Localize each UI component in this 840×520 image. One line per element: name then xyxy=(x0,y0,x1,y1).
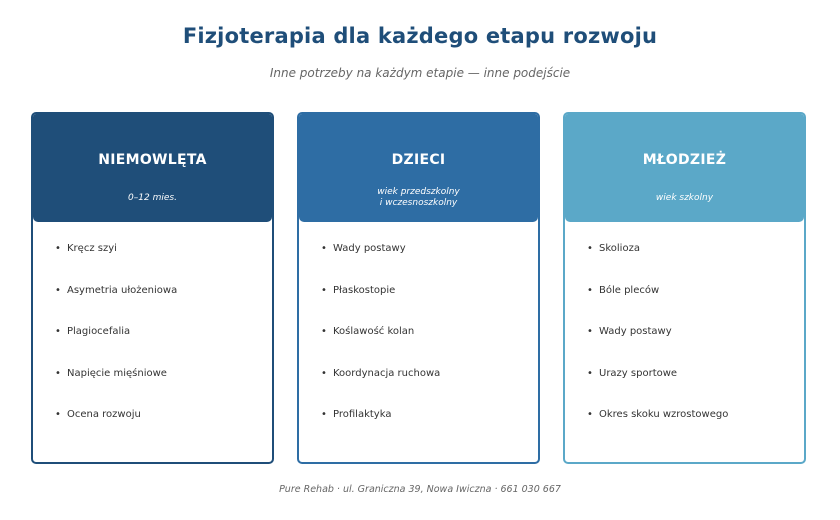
stage-card-infants xyxy=(31,112,274,464)
list-item-label: Koordynacja ruchowa xyxy=(333,367,441,379)
list-item-label: Profilaktyka xyxy=(333,409,392,420)
list-item xyxy=(587,409,728,451)
list-item-label: Ocena rozwoju xyxy=(67,409,141,420)
page-title: Fizjoterapia dla każdego etapu rozwoju xyxy=(182,24,658,48)
list-item xyxy=(55,368,177,410)
list-item xyxy=(55,409,177,451)
card-age-range xyxy=(33,193,272,204)
list-item xyxy=(587,285,728,327)
bullet-icon: • xyxy=(321,284,327,296)
card-age-range xyxy=(565,193,804,204)
bullet-icon: • xyxy=(55,367,61,379)
card-age-line: 0–12 mies. xyxy=(128,193,177,203)
bullet-icon: • xyxy=(587,243,593,254)
list-item xyxy=(321,243,440,285)
list-item xyxy=(321,326,440,368)
card-title: DZIECI xyxy=(391,152,446,168)
card-header xyxy=(565,114,804,222)
list-item-label: Urazy sportowe xyxy=(599,367,678,379)
card-title: NIEMOWLĘTA xyxy=(98,152,207,168)
bullet-icon: • xyxy=(321,326,327,337)
bullet-icon: • xyxy=(55,243,61,254)
page-subtitle: Inne potrzeby na każdym etapie — inne podejście xyxy=(269,66,571,80)
list-item-label: Kręcz szyi xyxy=(67,243,117,254)
list-item xyxy=(55,285,177,327)
bullet-icon: • xyxy=(55,326,61,337)
card-age-line: i wczesnoszkolny xyxy=(379,198,458,208)
footer-contact: Pure Rehab · ul. Graniczna 39, Nowa Iwiczna · 661 030 667 xyxy=(279,484,561,495)
list-item-label: Wady postawy xyxy=(599,326,672,337)
card-age-line: wiek przedszkolny xyxy=(377,187,460,197)
list-item xyxy=(587,326,728,368)
bullet-icon: • xyxy=(321,409,327,420)
condition-list xyxy=(321,243,440,451)
condition-list xyxy=(587,243,728,451)
list-item xyxy=(587,243,728,285)
list-item xyxy=(55,326,177,368)
list-item-label: Wady postawy xyxy=(333,243,406,254)
bullet-icon: • xyxy=(587,284,593,296)
card-age-line: wiek szkolny xyxy=(655,193,714,203)
bullet-icon: • xyxy=(321,243,327,254)
list-item-label: Asymetria ułożeniowa xyxy=(67,284,178,296)
stage-card-youth xyxy=(563,112,806,464)
card-header xyxy=(33,114,272,222)
stage-card-children xyxy=(297,112,540,464)
card-age-range xyxy=(299,187,538,209)
list-item xyxy=(321,409,440,451)
list-item-label: Bóle pleców xyxy=(599,284,660,296)
bullet-icon: • xyxy=(587,326,593,337)
list-item xyxy=(55,243,177,285)
list-item-label: Skolioza xyxy=(599,243,640,254)
list-item-label: Napięcie mięśniowe xyxy=(67,367,167,379)
bullet-icon: • xyxy=(321,367,327,379)
list-item-label: Okres skoku wzrostowego xyxy=(599,409,729,420)
list-item-label: Plagiocefalia xyxy=(67,326,131,337)
bullet-icon: • xyxy=(55,284,61,296)
condition-list xyxy=(55,243,177,451)
bullet-icon: • xyxy=(55,409,61,420)
card-header xyxy=(299,114,538,222)
list-item xyxy=(587,368,728,410)
list-item-label: Płaskostopie xyxy=(333,284,396,296)
bullet-icon: • xyxy=(587,409,593,420)
card-title: MŁODZIEŻ xyxy=(642,152,727,168)
list-item xyxy=(321,368,440,410)
list-item-label: Koślawość kolan xyxy=(333,326,415,337)
bullet-icon: • xyxy=(587,367,593,379)
list-item xyxy=(321,285,440,327)
